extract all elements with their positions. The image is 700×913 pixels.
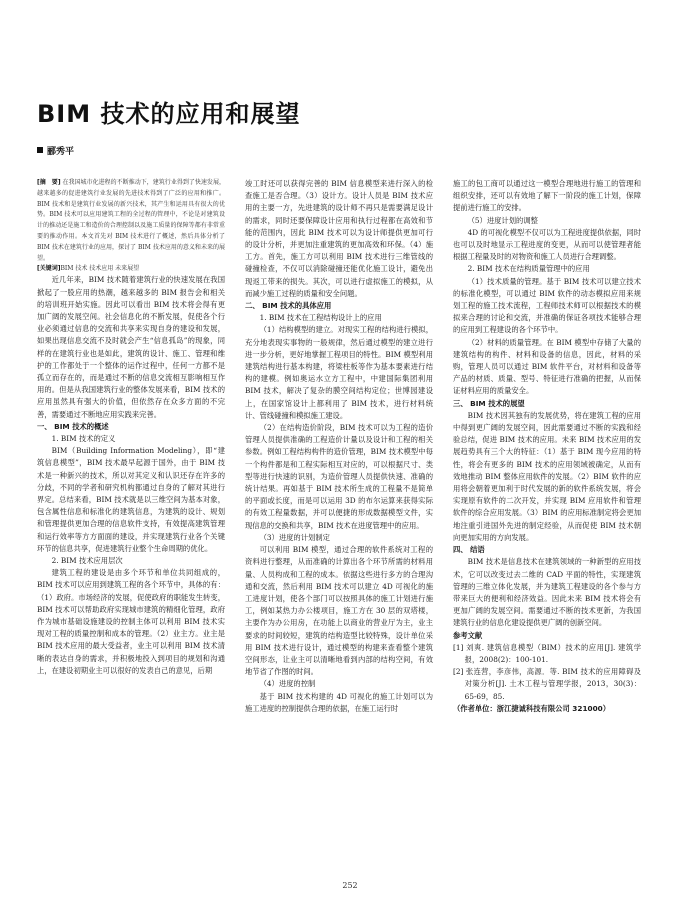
subsection-1-2-text: 建筑工程的建设是由多个环节和单位共同组成的，BIM 技术可以应用到建筑工程的各个环节中，具体的有：（1）政府。市场经济的发展，促使政府的职能发生转变，BIM 技术可以帮助政府实现城市建筑的精细化管理，政府作为城市基础设施建设的控制主体可以利用 BIM 技术实现对工程的质量控制和成本的管理。（2）业主方。业主是 BIM 技术应用的最大受益者，业主可以利用 BIM 技术清晰的表达自身的需求，并积极地投入到项目的规划和沟通上，在建设初期业主可以很好的发表自己的意见，后期: [37, 568, 225, 675]
section-3-heading: 三、 BIM 技术的展望: [453, 398, 525, 408]
progress-adjust-heading: （5）进度计划的调整: [467, 215, 538, 225]
page-number: 252: [342, 881, 358, 890]
references-heading: 参考文献: [453, 630, 483, 640]
reference-item: [2] 张连营，李彦伟，高源．等. BIM 技术的应用障碍及对策分析[J]. 土木工程与管理学报，2013，30(3)：65-69，85.: [453, 667, 641, 701]
article-title: BIM 技术的应用和展望: [37, 100, 301, 128]
section-4-text: BIM 技术是信息技术在建筑领域的一种新型的应用技术，它可以改变过去二维的 CAD 平面的特性，实现建筑管理的三维立体化发展，并为建筑工程建设的各个参与方带来巨大的便利和经济效益。因此未来 BIM 技术将会有更加广阔的发展空间。需要通过不断的技术更新，为我国建筑行业的信息化建设提供更广阔的创新空间。: [453, 557, 641, 628]
progress-adjust-text: 4D 的可视化模型不仅可以为工程进度提供依据，同时也可以及时地显示工程进度的变更，从而可以使管理者能根据工程量及时的对物资和施工人员进行合理调整。: [453, 227, 641, 262]
column-1: [37, 178, 225, 878]
square-bullet-icon: [37, 147, 43, 153]
author-name: 郦秀平: [47, 147, 75, 157]
abstract: [37, 178, 225, 264]
subsection-2-1-heading: 1. BIM 技术在工程结构设计上的应用: [259, 313, 382, 323]
column-3: [453, 178, 641, 878]
column-2: [245, 178, 433, 878]
intro-paragraph: 近几年来，BIM 技术随着建筑行业的快速发展在我国掀起了一股应用的热潮，越来越多的 BIM 报告会和相关的培训班开始实施。因此可以看出 BIM 技术将会得有更加广阔的发展空间。社会信息化的不断发展，促使各个行业必须通过信息的交流和共享来实现自身的建设和发展，如果出现信息交流不及时就会产生“信息孤岛”的现象，同样的在建筑行业也是如此，建筑的设计、施工、管理和维护的工作都处于一个整体的运作过程中，任何一方都不是孤立而存在的，而是通过不断的信息交流相互影响相互作用的。但是从我国建筑行业的整体发展来看，BIM 技术的应用虽然具有强大的价值，但依然存在众多方面的不完善，需要通过不断地应用实践来完善。: [37, 275, 225, 419]
subsection-2-1-p3: 可以利用 BIM 模型，通过合理的软件系统对工程的资料进行整理，从而准确的计算出各个环节所需的材料用量、人员构成和工程的成本。依据这些进行多方的合理沟通和交流，然后利用 BIM 技术可以建立 4D 可视化的施工进度计划，使各个部门可以按照具体的施工计划进行施工，例如某热力办公楼项目，施工方在 30 层的双塔楼，主要作为办公用房，在功能上以商业的营业厅为主，业主要求的时间较短，建筑的结构造型比较特殊，设计单位采用 BIM 技术进行设计，通过模型的构建来查看整个建筑空间形态，让业主可以清晰地看到内部的结构空间，有效地节省了作图的时间。: [245, 545, 433, 677]
subsection-2-2-p2: （2）材料的质量管理。在 BIM 模型中存储了大量的建筑结构的构件、材料和设备的信息，因此，材料的采购，管理人员可以通过 BIM 软件平台，对材料和设备等产品的材质、质量、型号、特征进行准确的把握，从而保证材料应用的质量安全。: [453, 337, 641, 396]
subsection-2-1-p3-heading: （3）进度的计划制定: [259, 532, 330, 542]
subsection-2-1-p1: （1）结构模型的建立。对现实工程的结构进行模拟，充分地表现实事物的一般规律，然后通过模型的建立进行进一步分析，更好地掌握工程项目的特性。BIM 模型利用建筑结构进行基本构建，将梁柱板等作为基本要素进行结构的建模。例如奥运水立方工程中，中建国际集团利用 BIM 技术，解决了复杂的膜空间结构定位；世博园建设上，在国家馆设计上都利用了 BIM 技术，进行材料统计、管线碰撞和模拟施工建设。: [245, 325, 433, 420]
abstract-label: [摘 要]: [37, 179, 61, 186]
reference-item: [1] 刘爽. 建筑信息模型（BIM）技术的应用[J]. 建筑学报，2008(2)：100-101.: [453, 642, 641, 664]
abstract-text: 在我国城市化进程的不断推动下，建筑行业得到了快速发展，越来越多的促进建筑行业发展的先进技术得到了广泛的应用和推广。BIM 技术和是建筑行业发展的新兴技术，其产生和运用具有很大的优势。BIM 技术可以应用建筑工程的全过程的管理中，不论是对建筑设计的推动还是施工和造价的合理控制以及施工质量的保障等都有非常重要的推动作用。本文首先对 BIM 技术进行了概述，然后具体分析了 BIM 技术在建筑行业的应用，探讨了 BIM 技术应用的意义和未来的展望。: [37, 179, 225, 262]
section-3-text: BIM 技术因其独有的发展优势，将在建筑工程的应用中得到更广阔的发展空间，因此需要通过不断的实践和经验总结，促进 BIM 技术的应用。未来 BIM 技术应用的发展趋势具有三个大的特征：（1）基于 BIM 现今应用的特性，将会有更多的 BIM 技术的应用领域被确定，从而有效地推动 BIM 整体应用软件的发展。（2）BIM 软件的应用将会朝着更加利于时代发展的新的软件系统发展，将会实现原有软件的二次开发，并实现 BIM 应用软件和管理软件的综合应用发展。（3）BIM 的应用标准制定将会更加地注重引进国外先进的制定经验，从而促使 BIM 技术朝向更加实用的方向发展。: [453, 410, 641, 542]
subsection-1-1-text: BIM（Building Information Modeling），即“建筑信息模型”，BIM 技术最早起源于国外，由于 BIM 技术是一种新兴的技术，所以对其定义和认识还存在许多的分歧，不同的学者和研究机构都通过自身的了解对其进行界定。总结来看，BIM 技术就是以三维空间为基本对象，包含属性信息和标准化的建筑信息，为建筑的设计、规划和管理提供更加合理的信息软件支持，有效提高建筑管理和运行效率等方方面面的建设，并实现建筑行业各个关键环节的信息共享，促进建筑行业整个生命周期的优化。: [37, 446, 225, 553]
keywords-label: [关键词]: [37, 265, 61, 273]
author-line: [37, 144, 74, 157]
continued-paragraph-3: 施工的包工商可以通过这一模型合理地进行施工的管理和组织安排，还可以有效地了解下一阶段的施工计划，保障提前进行施工的安排。: [453, 179, 641, 213]
subsection-1-1-heading: 1. BIM 技术的定义: [51, 434, 116, 444]
section-4-heading: 四、 结语: [453, 545, 485, 555]
section-1-heading: 一、 BIM 技术的概述: [37, 421, 109, 431]
keywords-text: BIM 技术 技术应用 未来展望: [60, 265, 140, 273]
subsection-2-2-p1: （1）技术质量的管理。基于 BIM 技术可以建立技术的标准化模型，可以通过 BIM 软件的动态模拟应用来规划工程的施工技术流程，工程师技术师可以根据技术的模拟来合理的讨论和交流，并准确的保证各项技术能够合理的应用到工程建设的各个环节中。: [453, 276, 641, 335]
section-2-heading: 二、 BIM 技术的具体应用: [245, 301, 332, 311]
subsection-1-2-heading: 2. BIM 技术应用层次: [51, 556, 123, 566]
subsection-2-1-p4-heading: （4）进度的控制: [259, 679, 316, 689]
keywords: [37, 264, 225, 274]
subsection-2-1-p4: 基于 BIM 技术构建的 4D 可视化的施工计划可以为施工进度的控制提供合理的依据，在施工运行时: [245, 691, 433, 713]
subsection-2-1-p2: （2）在结构造价阶段，BIM 技术可以为工程的造价管理人员提供准确的工程造价计量以及设计和工程的相关参数。例如工程结构构件的造价管理，BIM 技术模型中每一个构件都是和工程实际相互对应的，可以根据尺寸、类型等进行快速的识别，为造价管理人员提供快速、准确的统计结果。再如基于 BIM 技术所生成的工程量不是简单的平面或长度，而是可以运用 3D 的布尔运算来获得实际的有效工程量数据，并可以便捷的形成数据模型文件，实现信息的交换和共享，BIM 技术在进度管理中的应用。: [245, 423, 433, 530]
continued-paragraph: 竣工时还可以获得完善的 BIM 信息模型来进行深入的检查施工是否合理。（3）设计方。设计人员是 BIM 技术应用的主要一方，先进建筑的设计师不再只是需要满足设计的需求，同时还要保障设计应用和执行过程都在高效和节能的范围内，因此 BIM 技术可以为设计师提供更加可行的设计分析，并更加注重建筑的更加高效和环保。（4）施工方。首先，施工方可以利用 BIM 技术进行三维管线的碰撞检查，不仅可以消除碰撞还能优化施工设计，避免出现返工带来的损失。其次，可以进行虚拟施工的模拟，从而减少施工过程的质量和安全问题。: [245, 179, 433, 298]
author-affiliation: （作者单位：浙江捷诚科技有限公司 321000）: [453, 703, 611, 713]
subsection-2-2-heading: 2. BIM 技术在结构质量管理中的应用: [467, 264, 590, 274]
